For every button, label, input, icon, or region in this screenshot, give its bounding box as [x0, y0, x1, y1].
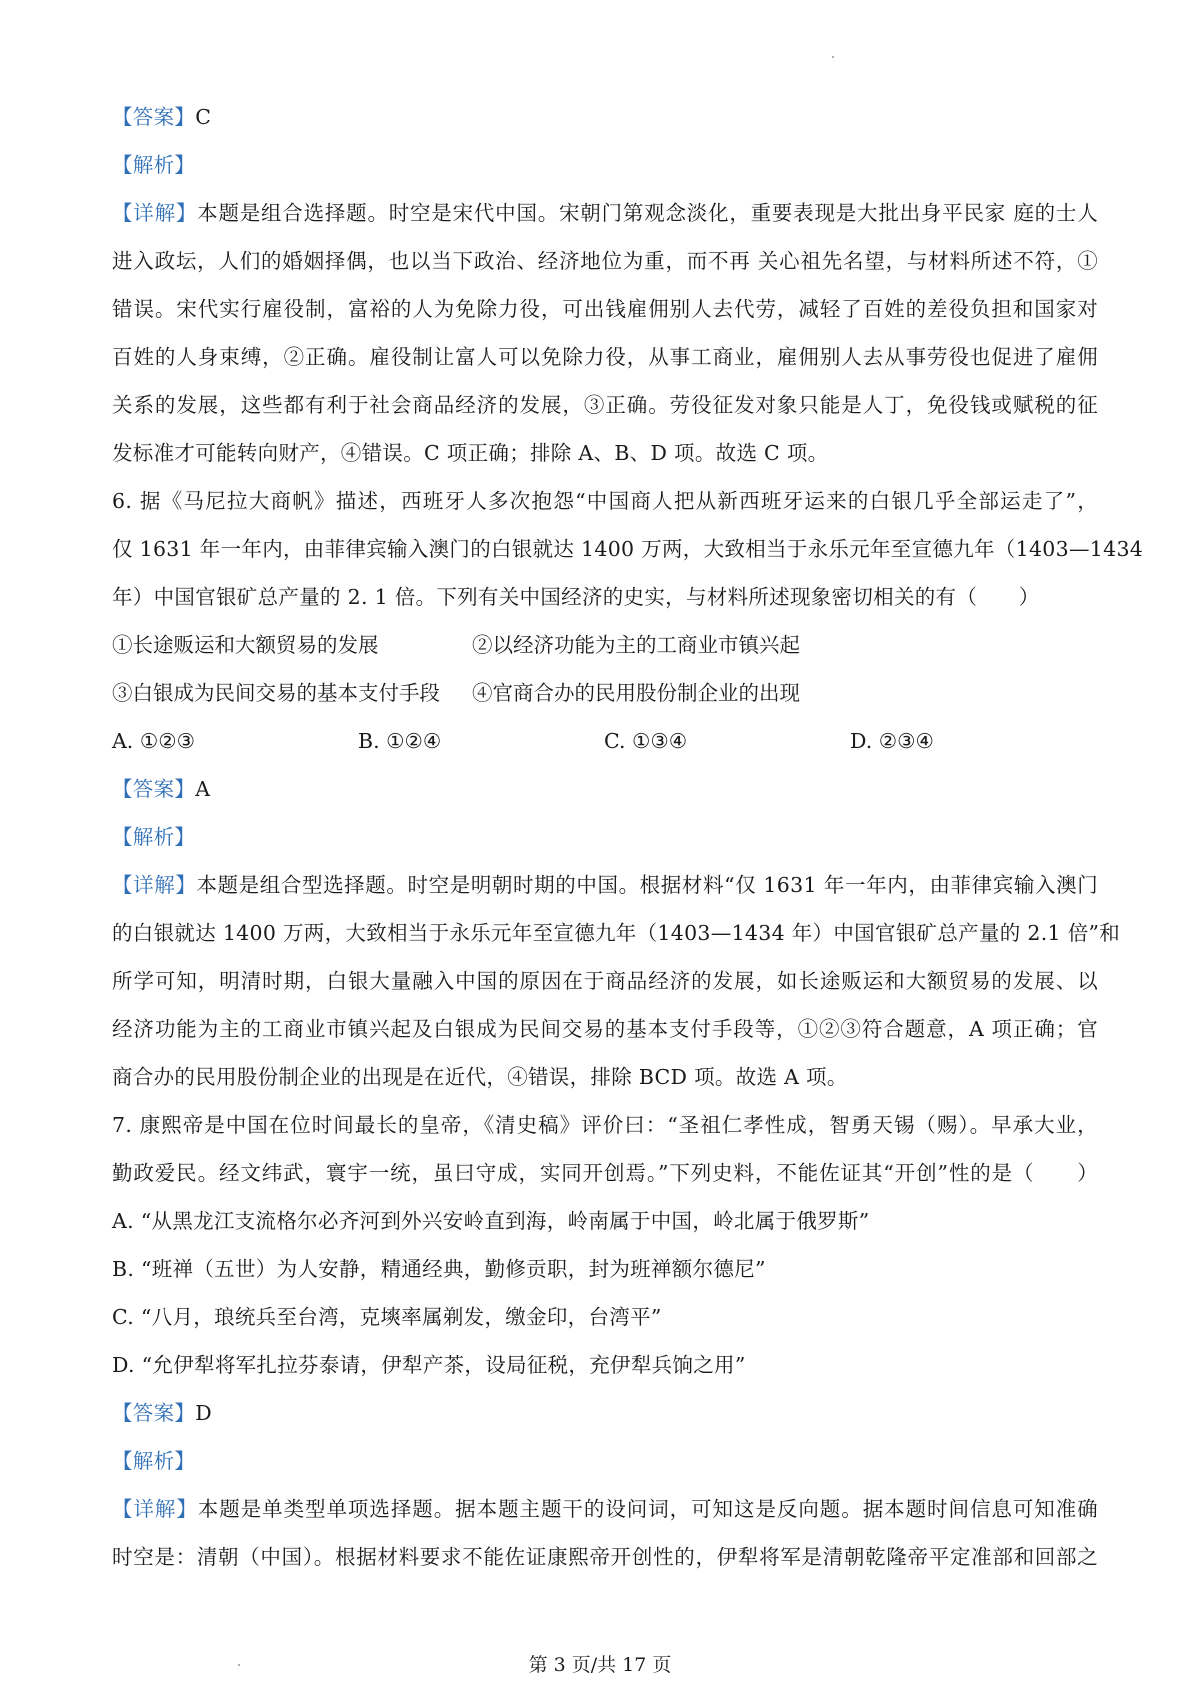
answer-value: C — [195, 105, 212, 129]
q7-option-b: B. “班禅（五世）为人安静，精通经典，勤修贡职，封为班禅额尔德尼” — [112, 1257, 766, 1281]
q7-analysis-tag: 【解析】 — [112, 1449, 196, 1473]
q5-detail-line: 错误。宋代实行雇役制，富裕的人为免除力役，可出钱雇佣别人去代劳，减轻了百姓的差役负担和国家对 — [112, 297, 1098, 321]
q6-option-a: A. ①②③ — [112, 729, 195, 753]
q6-detail-line: 经济功能为主的工商业市镇兴起及白银成为民间交易的基本支付手段等，①②③符合题意，A 项正确；官 — [112, 1017, 1098, 1041]
q6-item-2: ②以经济功能为主的工商业市镇兴起 — [472, 633, 800, 657]
q6-detail-line: 的白银就达 1400 万两，大致相当于永乐元年至宣德九年（1403—1434 年）中国官银矿总产量的 2.1 倍”和 — [112, 921, 1121, 945]
q6-option-b: B. ①②④ — [358, 729, 442, 753]
q6-detail-line: 所学可知，明清时期，白银大量融入中国的原因在于商品经济的发展，如长途贩运和大额贸易的发展、以 — [112, 969, 1098, 993]
q5-detail-line: 进入政坛，人们的婚姻择偶，也以当下政治、经济地位为重，而不再 关心祖先名望，与材料所述不符，① — [112, 249, 1098, 273]
q7-detail-line: 【详解】本题是单类型单项选择题。据本题主题干的设问词，可知这是反向题。据本题时间信息可知准确 — [112, 1497, 1098, 1521]
q6-item-4: ④官商合办的民用股份制企业的出现 — [472, 681, 800, 705]
q6-stem-line: 年）中国官银矿总产量的 2. 1 倍。下列有关中国经济的史实，与材料所述现象密切相关的有（ ） — [112, 585, 1040, 609]
detail-tag: 【详解】 — [112, 873, 197, 897]
q6-option-c: C. ①③④ — [604, 729, 688, 753]
q5-answer — [112, 102, 211, 132]
q6-detail-line: 商合办的民用股份制企业的出现是在近代，④错误，排除 BCD 项。故选 A 项。 — [112, 1065, 848, 1089]
q7-option-a: A. “从黑龙江支流格尔必齐河到外兴安岭直到海，岭南属于中国，岭北属于俄罗斯” — [112, 1209, 870, 1233]
detail-tag: 【详解】 — [112, 1497, 198, 1521]
q5-detail-line: 【详解】本题是组合选择题。时空是宋代中国。宋朝门第观念淡化，重要表现是大批出身平民家 庭的士人 — [112, 201, 1098, 225]
q6-stem-line: 6. 据《马尼拉大商帆》描述，西班牙人多次抱怨“中国商人把从新西班牙运来的白银几乎全部运走了”， — [112, 489, 1098, 513]
q5-detail-line: 关系的发展，这些都有利于社会商品经济的发展，③正确。劳役征发对象只能是人丁，免役钱或赋税的征 — [112, 393, 1098, 417]
q7-answer — [112, 1398, 212, 1428]
q5-detail-line: 发标准才可能转向财产，④错误。C 项正确；排除 A、B、D 项。故选 C 项。 — [112, 441, 829, 465]
page-footer: 第 3 页/共 17 页 — [528, 1654, 672, 1676]
q7-detail-line: 时空是：清朝（中国）。根据材料要求不能佐证康熙帝开创性的，伊犁将军是清朝乾隆帝平定准部和回部之 — [112, 1545, 1098, 1569]
q7-option-d: D. “允伊犁将军扎拉芬泰请，伊犁产茶，设局征税，充伊犁兵饷之用” — [112, 1353, 746, 1377]
q6-answer — [112, 774, 210, 804]
answer-value: D — [195, 1401, 212, 1425]
q6-analysis-tag: 【解析】 — [112, 825, 196, 849]
detail-tag: 【详解】 — [112, 201, 198, 225]
q5-detail-line: 百姓的人身束缚，②正确。雇役制让富人可以免除力役，从事工商业，雇佣别人去从事劳役也促进了雇佣 — [112, 345, 1098, 369]
scan-speck — [832, 56, 834, 58]
q5-analysis-tag: 【解析】 — [112, 153, 196, 177]
answer-tag: 【答案】 — [112, 105, 196, 129]
q6-detail-line: 【详解】本题是组合型选择题。时空是明朝时期的中国。根据材料“仅 1631 年一年内，由菲律宾输入澳门 — [112, 873, 1099, 897]
q7-stem-line: 勤政爱民。经文纬武，寰宇一统，虽曰守成，实同开创焉。”下列史料，不能佐证其“开创”性的是（ ） — [112, 1161, 1098, 1185]
q7-stem-line: 7. 康熙帝是中国在位时间最长的皇帝，《清史稿》评价曰：“圣祖仁孝性成，智勇天锡（赐）。早承大业， — [112, 1113, 1098, 1137]
answer-tag: 【答案】 — [112, 777, 196, 801]
answer-tag: 【答案】 — [112, 1401, 196, 1425]
q7-option-c: C. “八月，琅统兵至台湾，克塽率属剃发，缴金印，台湾平” — [112, 1305, 662, 1329]
answer-value: A — [195, 777, 211, 801]
q6-item-3: ③白银成为民间交易的基本支付手段 — [112, 681, 440, 705]
q6-option-d: D. ②③④ — [850, 729, 934, 753]
q6-item-1: ①长途贩运和大额贸易的发展 — [112, 633, 379, 657]
q6-stem-line: 仅 1631 年一年内，由菲律宾输入澳门的白银就达 1400 万两，大致相当于永乐元年至宣德九年（1403—1434 — [112, 537, 1144, 561]
